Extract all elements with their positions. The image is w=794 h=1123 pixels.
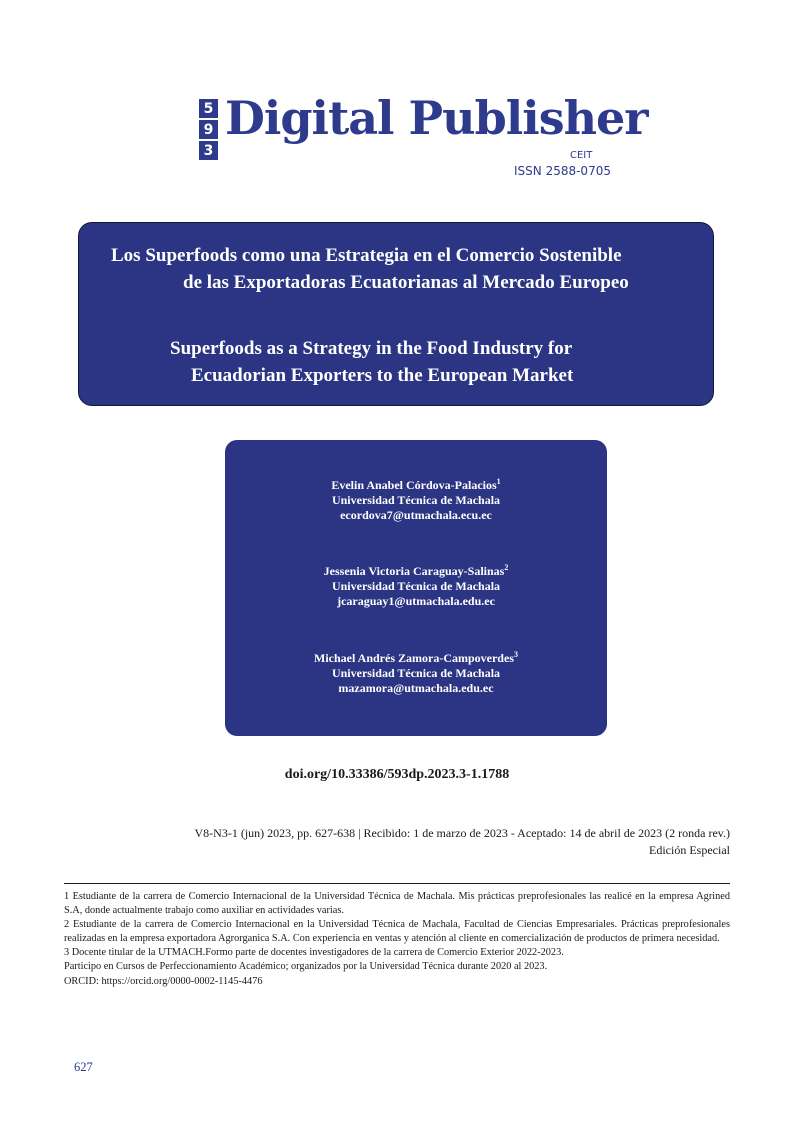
- edition-label: Edición Especial: [649, 843, 730, 857]
- logo-name: Digital Publisher: [225, 91, 648, 145]
- title-es-line1: Los Superfoods como una Estrategia en el Comercio Sostenible: [111, 245, 622, 266]
- author-name: Jessenia Victoria Caraguay-Salinas$^2$: [323, 563, 509, 578]
- logo-digit: 5: [199, 99, 218, 118]
- footnote-orcid: ORCID: https://orcid.org/0000-0002-1145-4476: [64, 975, 263, 987]
- footnote: 1 Estudiante de la carrera de Comercio Internacional de la Universidad Técnica de Machala. Mis prácticas preprofesionales las realicé en la empresa Agrined S.A, donde actualmente trabajo como auxiliar en actividades varias.: [64, 891, 730, 917]
- authors-box: [225, 440, 607, 736]
- title-en-line2: Ecuadorian Exporters to the European Market: [191, 365, 574, 386]
- author-affiliation: Universidad Técnica de Machala: [331, 666, 501, 680]
- logo-digit: 9: [199, 120, 218, 139]
- logo-issn: ISSN 2588-0705: [514, 164, 611, 178]
- logo-digits: [199, 99, 218, 160]
- doi-link[interactable]: doi.org/10.33386/593dp.2023.3-1.1788: [284, 767, 510, 782]
- logo-ceit: CEIT: [570, 150, 593, 161]
- footnotes: [64, 890, 730, 989]
- footnote: Participo en Cursos de Perfeccionamiento Académico; organizados por la Universidad Técnica durante 2020 al 2023.: [64, 961, 548, 973]
- author-block: [225, 478, 607, 523]
- page-number: 627: [74, 1060, 93, 1074]
- author-affiliation: Universidad Técnica de Machala: [331, 493, 501, 507]
- footnote-divider: [64, 883, 730, 884]
- publication-info: V8-N3-1 (jun) 2023, pp. 627-638 | Recibido: 1 de marzo de 2023 - Aceptado: 14 de abril de 2023 (2 ronda rev.): [194, 826, 730, 840]
- author-name: Evelin Anabel Córdova-Palacios$^1$: [331, 477, 501, 492]
- author-name: Michael Andrés Zamora-Campoverdes$^3$: [314, 650, 518, 665]
- author-affiliation: Universidad Técnica de Machala: [331, 579, 501, 593]
- author-block: [225, 651, 607, 696]
- author-email: jcaraguay1@utmachala.edu.ec: [337, 594, 495, 608]
- title-en-line1: Superfoods as a Strategy in the Food Industry for: [170, 338, 573, 359]
- author-block: [225, 564, 607, 609]
- title-es-line2: de las Exportadoras Ecuatorianas al Mercado Europeo: [183, 272, 629, 293]
- author-email: mazamora@utmachala.edu.ec: [338, 681, 494, 695]
- title-box: [78, 222, 714, 406]
- author-email: ecordova7@utmachala.ecu.ec: [340, 508, 492, 522]
- footnote: 2 Estudiante de la carrera de Comercio Internacional en la Universidad Técnica de Machala, Facultad de Ciencias Empresariales. Prácticas preprofesionales realizadas en la empresa exportadora Agrorganica S.A. Con experiencia en ventas y atención al cliente en comercialización de productos de primera necesidad.: [64, 919, 730, 945]
- logo-digit: 3: [199, 141, 218, 160]
- footnote: 3 Docente titular de la UTMACH.Formo parte de docentes investigadores de la carrera de Comercio Exterior 2022-2023.: [64, 947, 564, 959]
